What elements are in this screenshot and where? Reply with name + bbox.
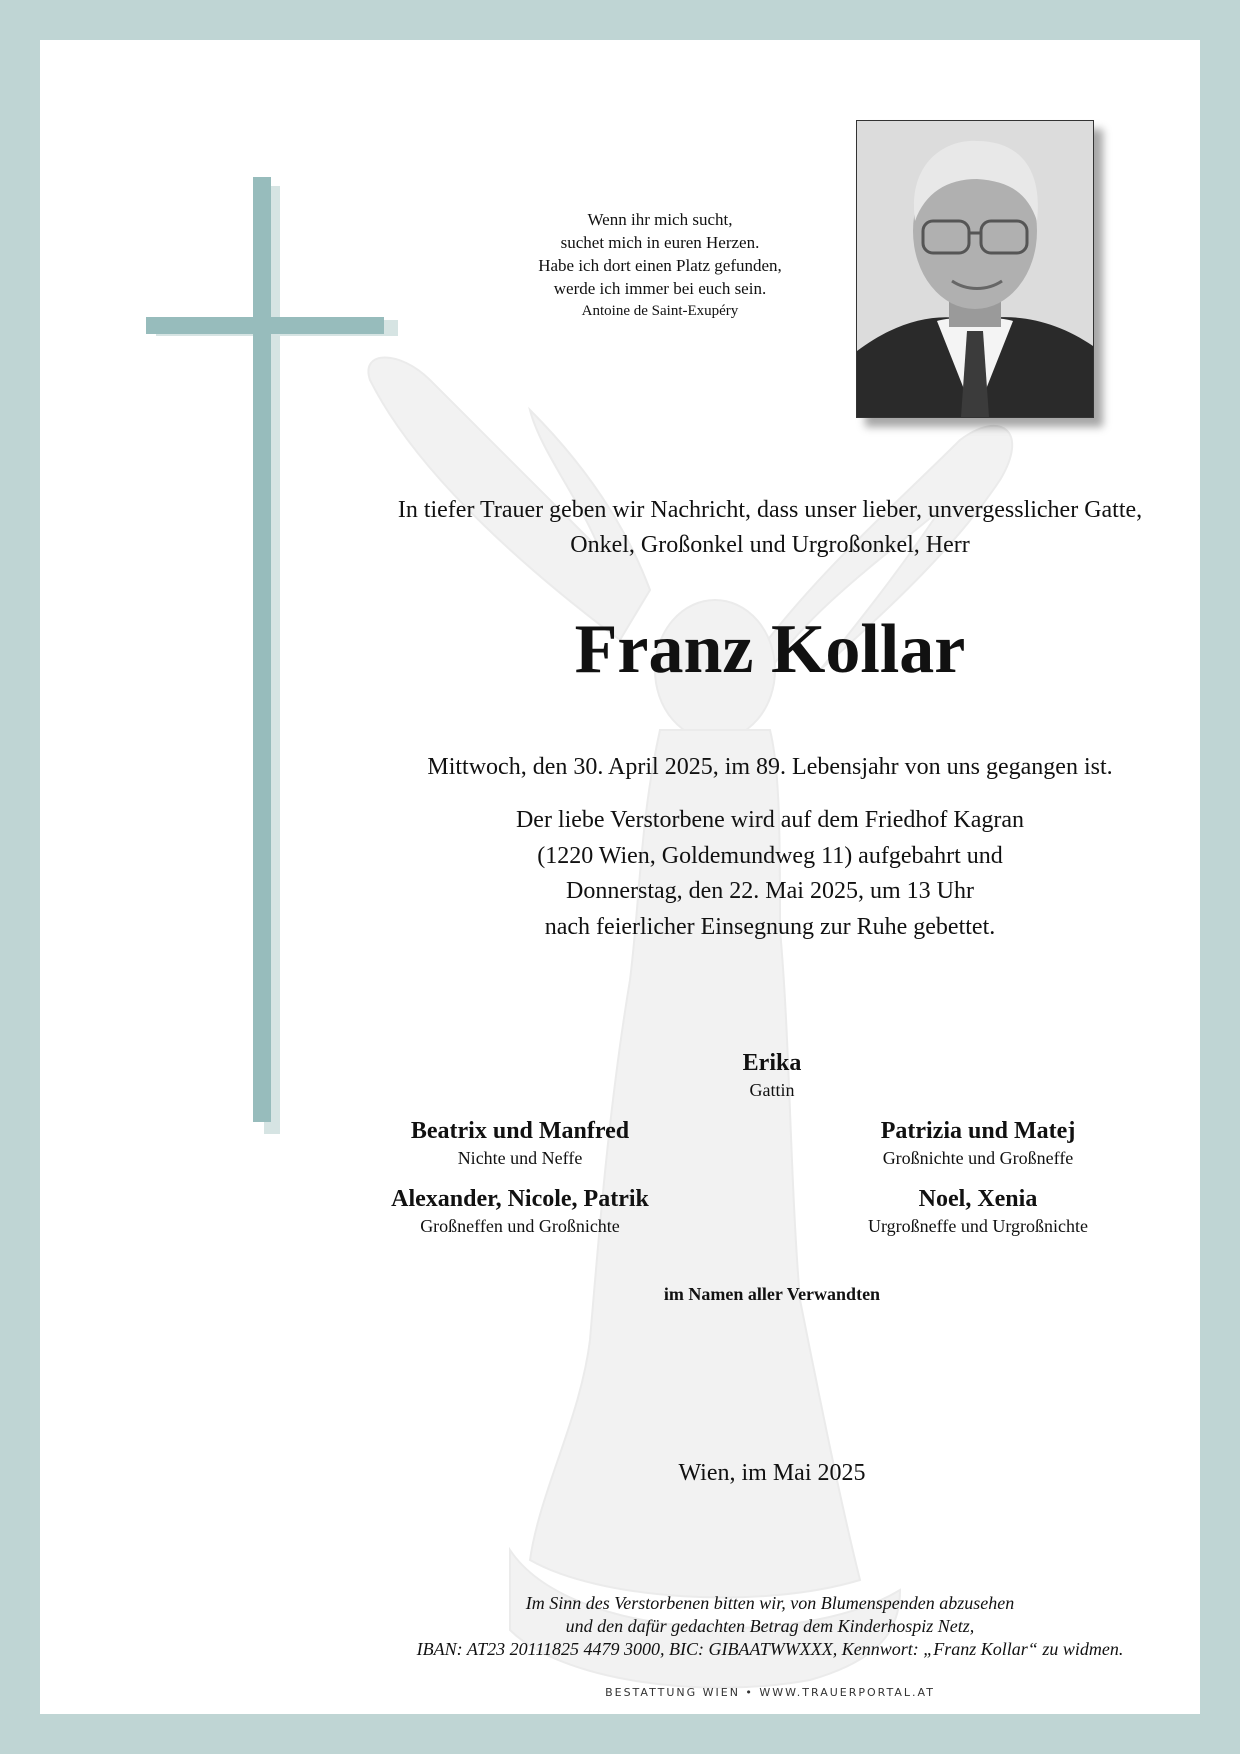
- mourner-relation: Großnichte und Großneffe: [882, 1148, 1074, 1168]
- mourner-name: Alexander, Nicole, Patrik: [391, 1186, 649, 1212]
- footer-credit: BESTATTUNG WIEN • WWW.TRAUERPORTAL.AT: [605, 1686, 935, 1699]
- quote-line: suchet mich in euren Herzen.: [560, 233, 760, 252]
- mourner-name: Noel, Xenia: [918, 1186, 1038, 1212]
- mourner-relation: Großneffen und Großnichte: [420, 1216, 620, 1236]
- intro-line: Onkel, Großonkel und Urgroßonkel, Herr: [570, 532, 970, 558]
- funeral-line: Der liebe Verstorbene wird auf dem Friedhof Kagran: [515, 807, 1025, 833]
- mourner-beatrix-manfred: [370, 1116, 670, 1170]
- funeral-line: nach feierlicher Einsegnung zur Ruhe gebettet.: [544, 913, 996, 940]
- announcement-intro: [340, 493, 1200, 563]
- all-relatives-line: im Namen aller Verwandten: [663, 1284, 881, 1304]
- intro-line: In tiefer Trauer geben wir Nachricht, dass unser lieber, unvergesslicher Gatte,: [397, 497, 1143, 523]
- donation-line: Im Sinn des Verstorbenen bitten wir, von Blumenspenden abzusehen: [525, 1593, 1015, 1613]
- obituary-card: [40, 40, 1200, 1714]
- donation-request: [340, 1592, 1200, 1661]
- deceased-name: Franz Kollar: [574, 611, 966, 688]
- funeral-line: Donnerstag, den 22. Mai 2025, um 13 Uhr: [566, 878, 974, 904]
- quote-line: werde ich immer bei euch sein.: [553, 279, 767, 298]
- quote-line: Wenn ihr mich sucht,: [587, 210, 733, 229]
- mourner-relation: Gattin: [749, 1080, 795, 1100]
- mourner-relation: Nichte und Neffe: [457, 1148, 583, 1168]
- death-date-line: Mittwoch, den 30. April 2025, im 89. Lebensjahr von uns gegangen ist.: [427, 754, 1113, 780]
- place-date: Wien, im Mai 2025: [678, 1460, 866, 1486]
- mourner-patrizia-matej: [808, 1116, 1148, 1170]
- donation-line: und den dafür gedachten Betrag dem Kinderhospiz Netz,: [565, 1616, 975, 1636]
- mourner-alexander-nicole-patrik: [360, 1184, 680, 1238]
- donation-line: IBAN: AT23 20111825 4479 3000, BIC: GIBAATWWXXX, Kennwort: „Franz Kollar“ zu widmen.: [416, 1639, 1124, 1659]
- mourner-noel-xenia: [808, 1184, 1148, 1238]
- mourner-name: Beatrix und Manfred: [410, 1118, 630, 1144]
- portrait-photo: [856, 120, 1094, 418]
- mourner-name: Erika: [742, 1050, 802, 1076]
- mourner-relation: Urgroßneffe und Urgroßnichte: [868, 1216, 1088, 1236]
- quote-author: Antoine de Saint-Exupéry: [581, 303, 739, 319]
- mourner-name: Patrizia und Matej: [880, 1118, 1076, 1144]
- cross-horizontal-beam: [146, 317, 384, 334]
- mourner-spouse: [622, 1048, 922, 1102]
- quote-line: Habe ich dort einen Platz gefunden,: [538, 256, 782, 275]
- memorial-quote: [440, 208, 880, 323]
- funeral-details: [340, 803, 1200, 945]
- funeral-line: (1220 Wien, Goldemundweg 11) aufgebahrt und: [537, 842, 1003, 869]
